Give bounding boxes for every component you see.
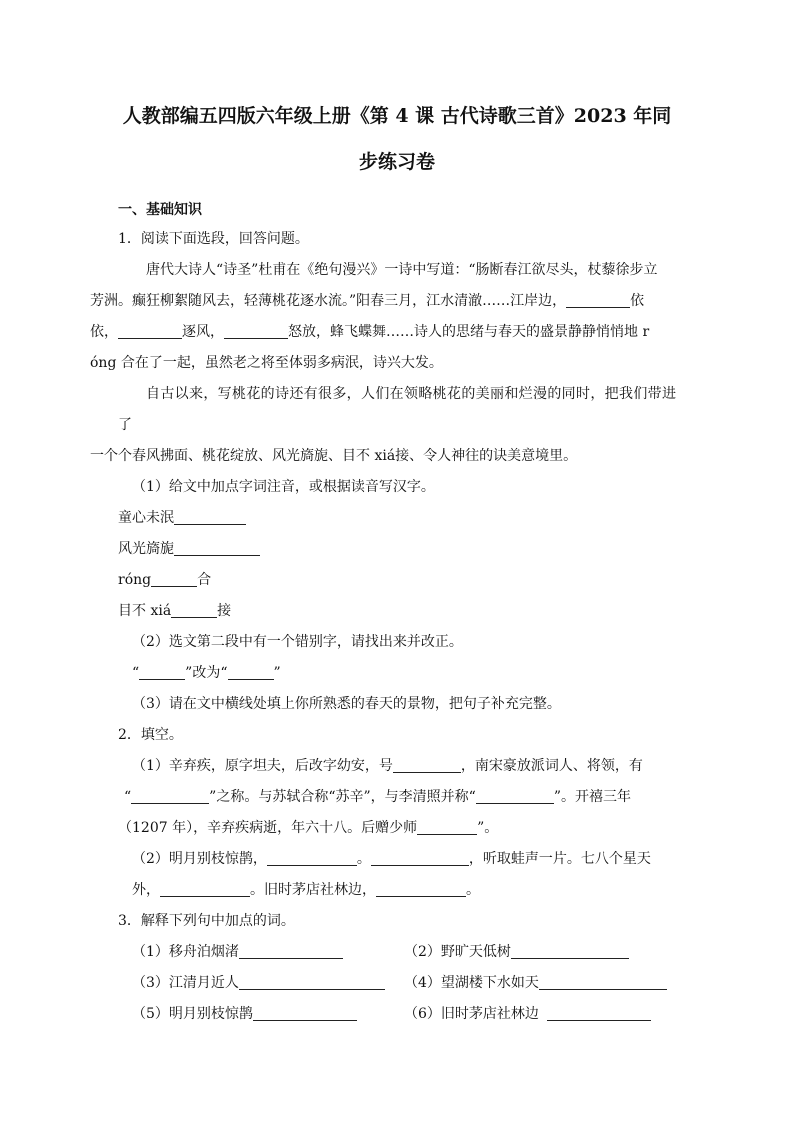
section-heading-basics: 一、基础知识: [118, 202, 202, 218]
title-line-1: 人教部编五四版六年级上册《第 4 课 古代诗歌三首》2023 年同: [122, 105, 672, 127]
quote-mark: “: [132, 665, 140, 681]
title-line-2: 步练习卷: [358, 151, 435, 173]
passage-text: 芳洲。癫狂柳絮随风去，轻薄桃花逐水流。”阳春三月，江水清澈……江岸边，: [90, 293, 567, 309]
q2-line-3: [118, 813, 676, 844]
passage-text: 逐风，: [182, 324, 224, 340]
answer-blank[interactable]: [511, 942, 629, 959]
word-item-3: [118, 565, 676, 596]
q2-line-4: [118, 844, 676, 875]
q2-text: 。: [466, 882, 480, 898]
q3-item: [404, 999, 651, 1030]
q3-item-text: （2）野旷天低树: [404, 944, 511, 960]
fill-blank[interactable]: [160, 880, 250, 897]
word-label: róng: [118, 572, 152, 588]
fill-blank[interactable]: [118, 322, 182, 339]
fill-blank[interactable]: [417, 818, 477, 835]
q3-item-text: （1）移舟泊烟渚: [132, 944, 239, 960]
answer-blank[interactable]: [539, 973, 667, 990]
document-title: [98, 0, 696, 182]
q2-text: ”。: [477, 820, 499, 836]
passage-text: 怒放，蜂飞蝶舞……诗人的思绪与春天的盛景静静悄悄地 r: [288, 324, 650, 340]
passage-text: 唐代大诗人“诗圣”杜甫在《绝句漫兴》一诗中写道：“肠断春江欲尽头，杖藜徐步立: [146, 262, 658, 278]
fill-blank[interactable]: [476, 787, 554, 804]
passage-paragraph-1: [90, 255, 676, 379]
question-1-sub-1: （1）给文中加点字词注音，或根据读音写汉字。: [132, 479, 435, 495]
answer-blank[interactable]: [239, 942, 343, 959]
word-item-1: [118, 503, 676, 534]
q3-item: [132, 999, 404, 1030]
word-label: 风光旖旎: [118, 541, 174, 557]
answer-blank[interactable]: [239, 973, 385, 990]
fill-blank[interactable]: [393, 756, 461, 773]
passage-paragraph-2: [90, 379, 676, 472]
word-item-2: [118, 534, 676, 565]
q3-item: [404, 937, 629, 968]
word-label: 童心未泯: [118, 510, 174, 526]
q2-text: （2）明月别枝惊鹊，: [132, 851, 267, 867]
passage-text: 自古以来，写桃花的诗还有很多，人们在领略桃花的美丽和烂漫的同时，把我们带进了: [118, 386, 676, 433]
passage-text: 一个个春风拂面、桃花绽放、风光旖旎、目不 xiá接、令人神往的诀美意境里。: [90, 448, 578, 464]
question-3-stem: 3．解释下列句中加点的词。: [118, 913, 295, 929]
word-label: 目不 xiá: [118, 603, 172, 619]
q2-text: ”。开禧三年: [553, 789, 631, 805]
q3-row-1: [118, 937, 676, 968]
fill-blank[interactable]: [267, 849, 357, 866]
answer-blank[interactable]: [547, 1004, 651, 1021]
word-label: 合: [197, 572, 212, 588]
q2-text: ，听取蛙声一片。七八个星天: [468, 851, 651, 867]
q3-item-text: （6）旧时茅店社林边: [404, 1006, 539, 1022]
question-1-stem: 1．阅读下面选段，回答问题。: [118, 231, 309, 247]
correction-row: [118, 658, 676, 689]
q2-text: 。: [356, 851, 371, 867]
q3-item-text: （5）明月别枝惊鹊: [132, 1006, 253, 1022]
fill-blank[interactable]: [131, 787, 209, 804]
q2-text: ，南宋豪放派词人、将领，有: [460, 758, 643, 774]
answer-blank[interactable]: [151, 570, 197, 587]
q2-text: 外，: [132, 882, 160, 898]
question-2-stem: 2．填空。: [118, 727, 183, 743]
question-1-sub-3: （3）请在文中横线处填上你所熟悉的春天的景物，把句子补充完整。: [132, 696, 561, 712]
q2-text: （1）辛弃疾，原字坦夫，后改字幼安，号: [132, 758, 393, 774]
q2-text: 。旧时茅店社林边，: [250, 882, 376, 898]
q2-line-1: [118, 751, 676, 782]
passage-text: óng 合在了一起，虽然老之将至体弱多病泯，诗兴大发。: [90, 355, 443, 371]
answer-blank[interactable]: [174, 508, 246, 525]
quote-mark: ”: [273, 665, 281, 681]
q3-item-text: （4）望湖楼下水如天: [404, 975, 539, 991]
wrong-char-blank[interactable]: [139, 663, 185, 680]
answer-blank[interactable]: [174, 539, 260, 556]
fill-blank[interactable]: [376, 880, 466, 897]
right-char-blank[interactable]: [228, 663, 274, 680]
q3-item-text: （3）江清月近人: [132, 975, 239, 991]
fill-blank[interactable]: [371, 849, 469, 866]
word-item-4: [118, 596, 676, 627]
q2-text: “: [124, 789, 132, 805]
q3-row-3: [118, 999, 676, 1030]
question-1-sub-2: （2）选文第二段中有一个错别字，请找出来并改正。: [132, 634, 463, 650]
q3-item: [404, 968, 667, 999]
passage-text: 依，: [90, 324, 118, 340]
q2-line-2: [118, 782, 676, 813]
q2-line-5: [118, 875, 676, 906]
q3-item: [132, 937, 404, 968]
q3-item: [132, 968, 404, 999]
correction-text: ”改为“: [185, 665, 228, 681]
passage-text: 依: [630, 293, 645, 309]
q2-text: ”之称。与苏轼合称“苏辛”，与李清照并称“: [209, 789, 476, 805]
answer-blank[interactable]: [253, 1004, 357, 1021]
word-label: 接: [217, 603, 232, 619]
q3-row-2: [118, 968, 676, 999]
fill-blank[interactable]: [566, 291, 630, 308]
q2-text: （1207 年），辛弃疾病逝，年六十八。后赠少师: [118, 820, 418, 836]
answer-blank[interactable]: [171, 601, 217, 618]
fill-blank[interactable]: [224, 322, 288, 339]
